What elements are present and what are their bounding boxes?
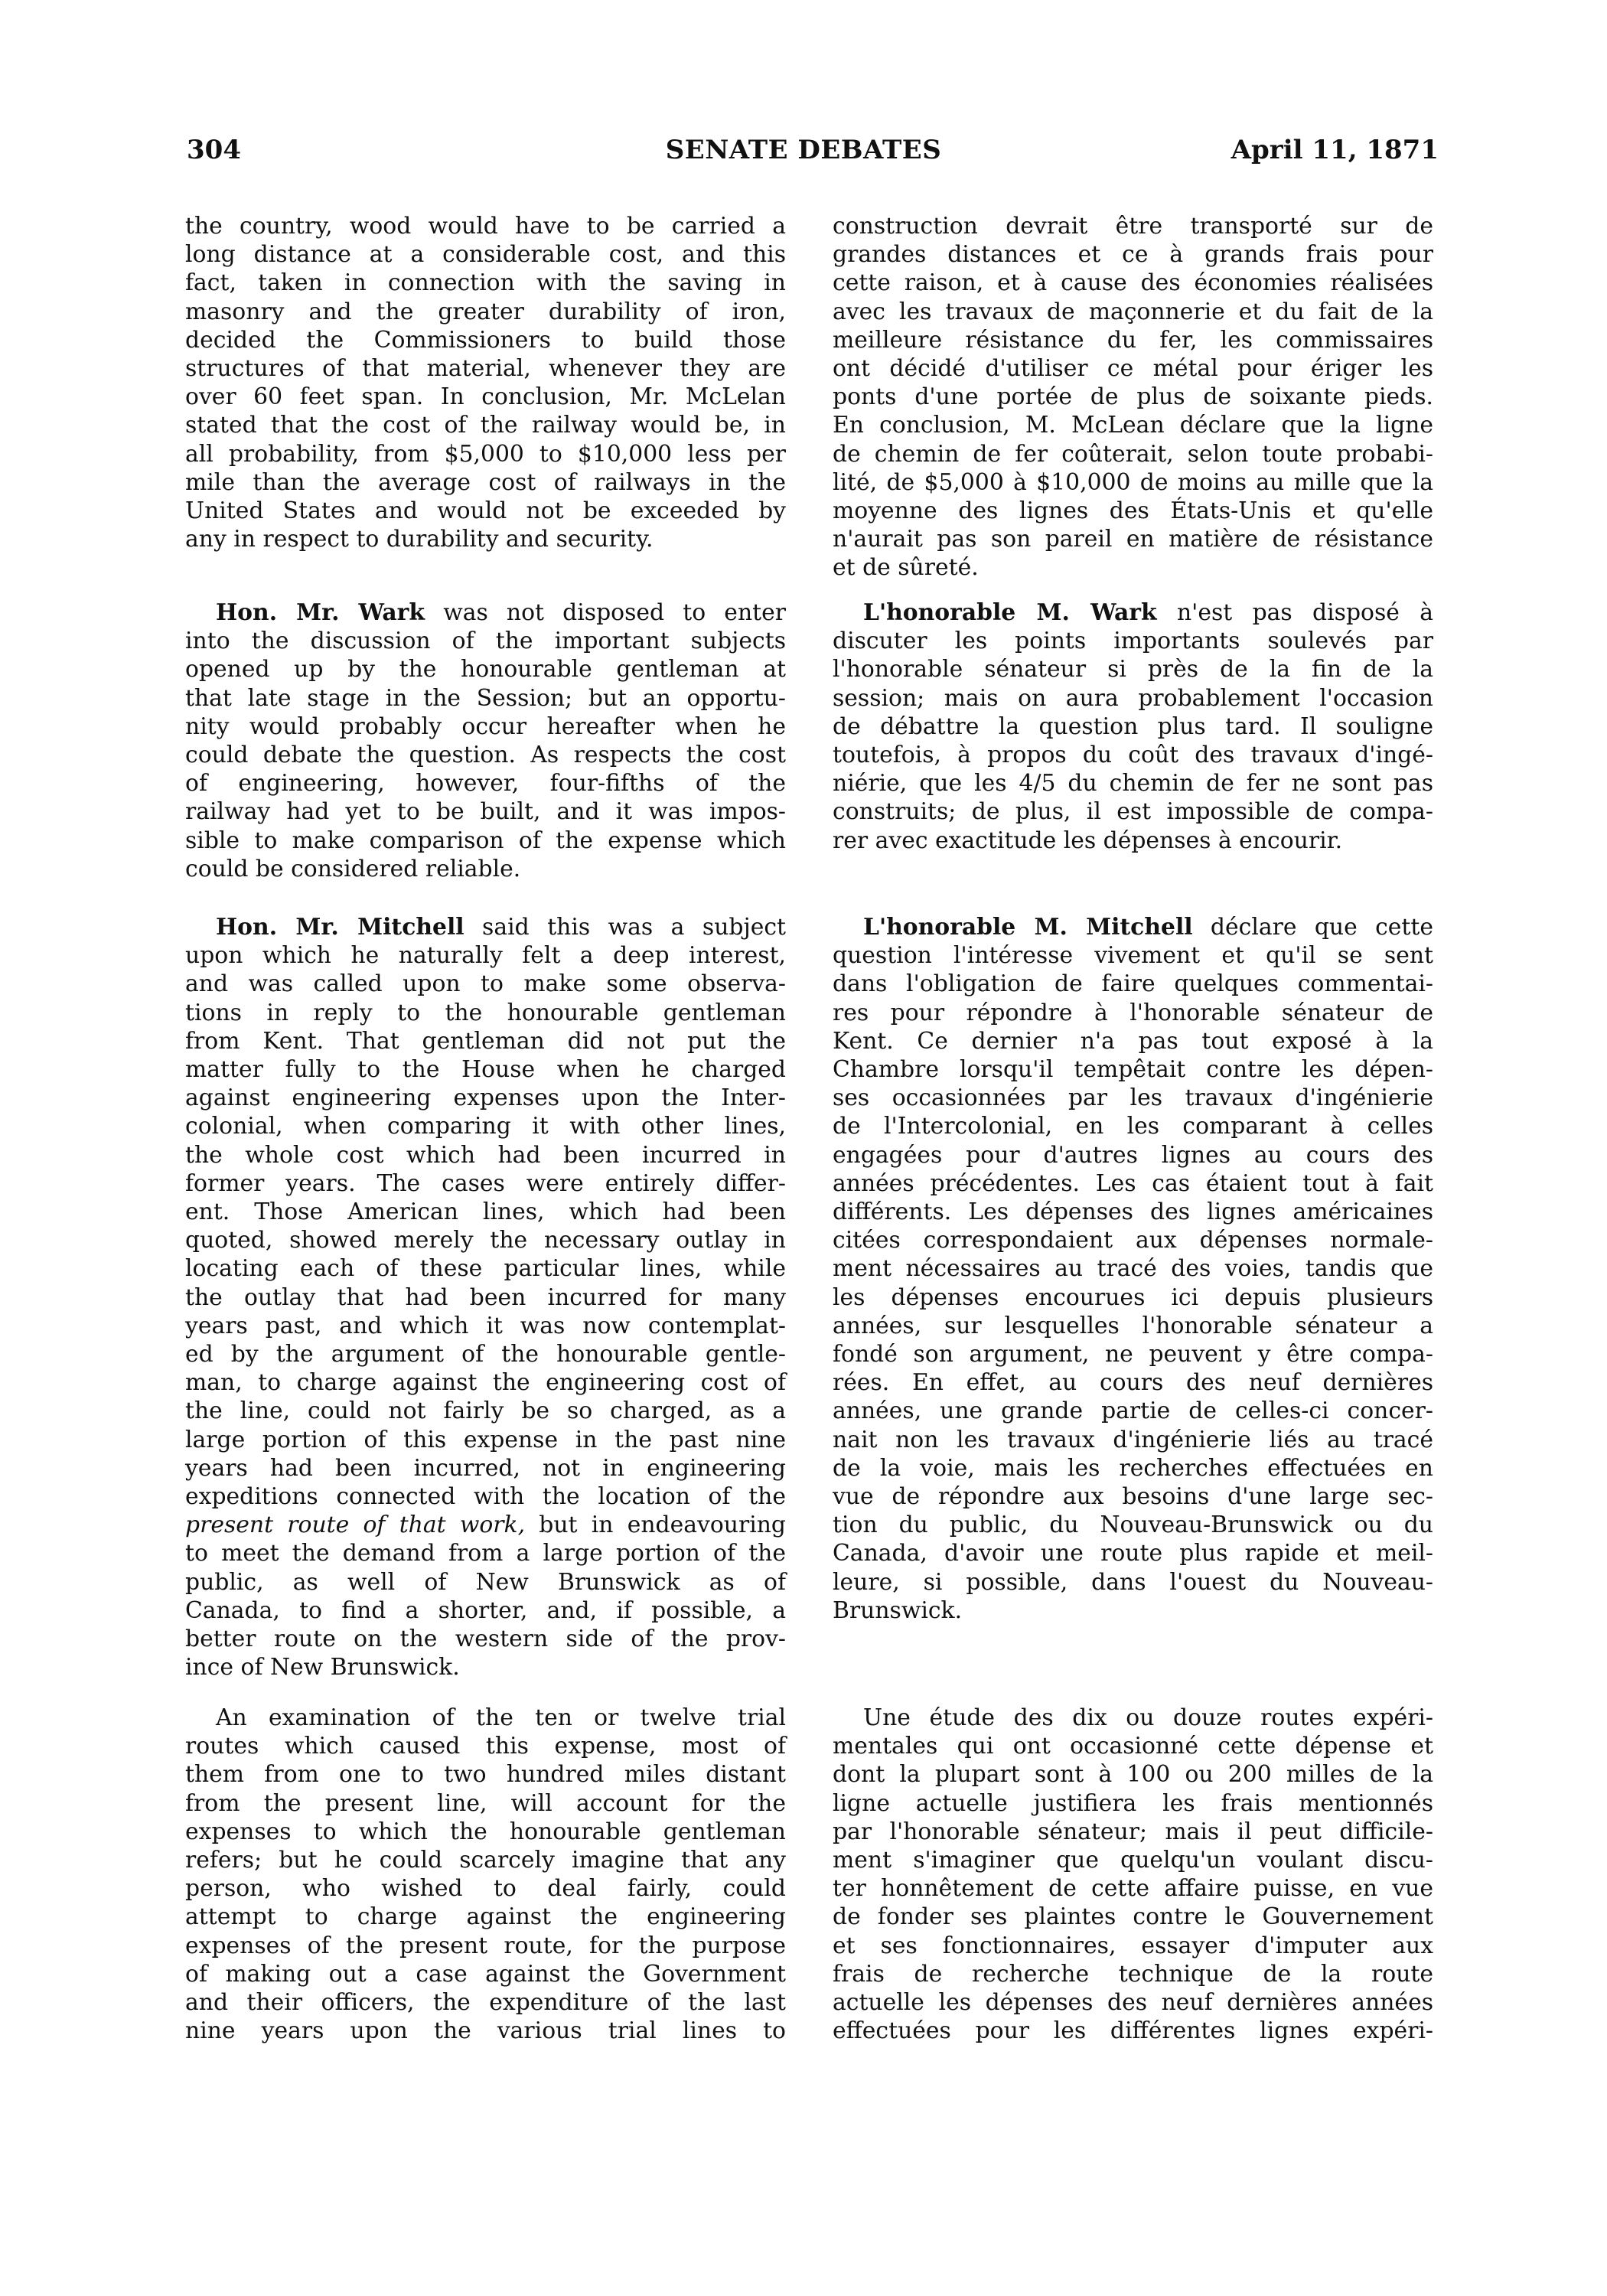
text-line: [833, 1511, 1433, 1539]
line-text: long distance at a considerable cost, and this: [185, 241, 786, 269]
line-text: said this was a subject: [464, 914, 786, 941]
line-text: them from one to two hundred miles distant: [185, 1761, 786, 1789]
text-line: [185, 1704, 786, 1732]
text-line: [185, 1625, 786, 1653]
text-line: [185, 684, 786, 713]
text-line: [833, 468, 1433, 497]
speaker-name: L'honorable M. Mitchell: [863, 914, 1193, 941]
line-text: toutefois, à propos du coût des travaux d'ingé-: [833, 742, 1433, 769]
text-line: [833, 627, 1433, 655]
text-line: [833, 797, 1433, 826]
text-line: [833, 1568, 1433, 1596]
text-line: [185, 655, 786, 683]
line-text: ponts d'une portée de plus de soixante pieds.: [833, 383, 1433, 411]
french-paragraph-1: [833, 212, 1433, 582]
text-line: [833, 1818, 1433, 1846]
text-line: [833, 497, 1433, 525]
line-text: years past, and which it was now contemplat-: [185, 1312, 786, 1339]
line-text: avec les travaux de maçonnerie et du fait de la: [833, 298, 1433, 325]
line-text: mile than the average cost of railways in the: [185, 468, 786, 496]
text-line: [185, 269, 786, 297]
text-line: [833, 1368, 1433, 1397]
text-line: [185, 1198, 786, 1226]
text-line: [833, 1397, 1433, 1425]
line-text: ed by the argument of the honourable gentle-: [185, 1341, 786, 1368]
text-line: [185, 212, 786, 240]
line-text: person, who wished to deal fairly, could: [185, 1875, 786, 1903]
text-line: [833, 298, 1433, 326]
line-text: nait non les travaux d'ingénierie liés au tracé: [833, 1426, 1433, 1453]
line-text: de la voie, mais les recherches effectuées en: [833, 1454, 1433, 1482]
line-text: to meet the demand from a large portion of the: [185, 1540, 786, 1567]
text-line: [833, 269, 1433, 297]
text-line: [185, 1027, 786, 1055]
line-text: ses occasionnées par les travaux d'ingénierie: [833, 1084, 1433, 1112]
text-line: [833, 1539, 1433, 1567]
line-text: mentales qui ont occasionné cette dépense et: [833, 1733, 1433, 1760]
line-text: déclare que cette: [1192, 914, 1433, 941]
line-text: from the present line, will account for the: [185, 1789, 786, 1817]
text-line: [185, 1312, 786, 1340]
line-text: de fonder ses plaintes contre le Gouvernement: [833, 1903, 1433, 1931]
line-text: et de sûreté.: [833, 554, 979, 582]
line-text: of making out a case against the Government: [185, 1960, 786, 1988]
line-text: ligne actuelle justifiera les frais mentionnés: [833, 1789, 1433, 1817]
text-line: [833, 1340, 1433, 1368]
line-text: locating each of these particular lines, while: [185, 1255, 786, 1283]
line-text: actuelle les dépenses des neuf dernières années: [833, 1989, 1433, 2017]
line-text: ment s'imaginer que quelqu'un voulant discu-: [833, 1847, 1433, 1874]
text-line: [833, 1169, 1433, 1198]
line-text: res pour répondre à l'honorable sénateur de: [833, 999, 1433, 1026]
line-text: Brunswick.: [833, 1596, 963, 1624]
text-line: [833, 598, 1433, 627]
line-text: de chemin de fer coûterait, selon toute probabi-: [833, 440, 1433, 468]
line-text: années, une grande partie de celles-ci concer-: [833, 1397, 1433, 1425]
text-line: [185, 1283, 786, 1312]
text-line: [185, 1818, 786, 1846]
line-text: public, as well of New Brunswick as of: [185, 1568, 786, 1596]
line-text: man, to charge against the engineering cost of: [185, 1369, 786, 1397]
text-line: [833, 1596, 1433, 1625]
line-text: Canada, to find a shorter, and, if possible, a: [185, 1596, 786, 1624]
line-text: large portion of this expense in the past nine: [185, 1426, 786, 1453]
text-line: [833, 411, 1433, 439]
text-line: [185, 468, 786, 497]
text-line: [185, 913, 786, 941]
line-text: the line, could not fairly be so charged, as a: [185, 1397, 786, 1425]
line-text: all probability, from $5,000 to $10,000 less per: [185, 440, 786, 468]
text-line: [185, 2017, 786, 2045]
text-line: [185, 1846, 786, 1874]
text-line: [833, 713, 1433, 741]
line-text: frais de recherche technique de la route: [833, 1960, 1433, 1988]
text-line: [185, 1568, 786, 1596]
text-line: [833, 1141, 1433, 1169]
text-line: [833, 1482, 1433, 1511]
text-line: [833, 1055, 1433, 1084]
text-line: [833, 1960, 1433, 1988]
text-line: [833, 1903, 1433, 1931]
text-line: [185, 1874, 786, 1903]
page-title: SENATE DEBATES: [665, 135, 942, 165]
text-line: [185, 1596, 786, 1625]
text-line: [833, 1027, 1433, 1055]
text-line: [185, 1397, 786, 1425]
text-line: [185, 240, 786, 269]
line-text: refers; but he could scarcely imagine that any: [185, 1847, 786, 1874]
text-line: [185, 1169, 786, 1198]
line-text: ter honnêtement de cette affaire puisse, en vue: [833, 1875, 1433, 1903]
line-text: meilleure résistance du fer, les commissaires: [833, 326, 1433, 354]
text-line: [185, 1789, 786, 1818]
text-line: [833, 1283, 1433, 1312]
text-line: [185, 354, 786, 383]
line-text: stated that the cost of the railway would be, in: [185, 412, 786, 439]
text-line: [185, 497, 786, 525]
line-text: ont décidé d'utiliser ce métal pour ériger les: [833, 355, 1433, 383]
line-text: moyenne des lignes des États-Unis et qu'elle: [833, 497, 1433, 525]
text-line: [833, 1112, 1433, 1140]
line-text: vue de répondre aux besoins d'une large sec-: [833, 1483, 1433, 1511]
text-line: [185, 1454, 786, 1482]
text-line: [185, 1055, 786, 1084]
line-text: matter fully to the House when he charged: [185, 1056, 786, 1084]
line-text: tion du public, du Nouveau-Brunswick ou du: [833, 1512, 1433, 1539]
line-text: expenses to which the honourable gentleman: [185, 1818, 786, 1845]
line-text: opened up by the honourable gentleman at: [185, 656, 786, 683]
line-text: United States and would not be exceeded by: [185, 497, 786, 525]
text-line: [833, 913, 1433, 941]
line-text: dont la plupart sont à 100 ou 200 milles de la: [833, 1761, 1433, 1789]
line-text: n'est pas disposé à: [1156, 599, 1433, 626]
text-line: [185, 525, 786, 553]
line-text: ince of New Brunswick.: [185, 1654, 460, 1681]
italic-text: present route of that work,: [185, 1512, 526, 1539]
text-line: [185, 1254, 786, 1283]
text-line: [833, 1846, 1433, 1874]
speaker-name: Hon. Mr. Mitchell: [216, 914, 464, 941]
text-line: [185, 1426, 786, 1454]
line-text: cette raison, et à cause des économies réalisées: [833, 269, 1433, 297]
text-line: [833, 827, 1433, 855]
text-line: [833, 999, 1433, 1027]
text-line: [185, 598, 786, 627]
line-text: tions in reply to the honourable gentleman: [185, 999, 786, 1026]
text-line: [185, 827, 786, 855]
line-text: better route on the western side of the prov-: [185, 1626, 786, 1653]
text-line: [185, 1732, 786, 1760]
text-line: [833, 1198, 1433, 1226]
line-text: of engineering, however, four-fifths of the: [185, 770, 786, 797]
line-text: colonial, when comparing it with other lines,: [185, 1113, 786, 1140]
text-line: [185, 1084, 786, 1112]
english-paragraph-1: [185, 212, 786, 553]
page-header: [0, 135, 1607, 173]
english-paragraph-4: [185, 1704, 786, 2045]
line-text: années précédentes. Les cas étaient tout à fait: [833, 1169, 1433, 1197]
line-text: Kent. Ce dernier n'a pas tout exposé à la: [833, 1027, 1433, 1055]
text-line: [185, 298, 786, 326]
text-line: [185, 741, 786, 769]
text-line: [833, 1732, 1433, 1760]
line-text: les dépenses encourues ici depuis plusieurs: [833, 1283, 1433, 1311]
text-line: [185, 1932, 786, 1960]
line-text: nity would probably occur hereafter when he: [185, 713, 786, 740]
line-text: différents. Les dépenses des lignes américaines: [833, 1199, 1433, 1226]
text-line: [833, 240, 1433, 269]
line-text: Canada, d'avoir une route plus rapide et meil-: [833, 1540, 1433, 1567]
text-line: [185, 326, 786, 354]
line-text: was not disposed to enter: [425, 599, 786, 626]
line-text: masonry and the greater durability of iron,: [185, 298, 786, 325]
line-text: the whole cost which had been incurred in: [185, 1141, 786, 1169]
line-text: railway had yet to be built, and it was impos-: [185, 798, 786, 826]
line-text: lité, de $5,000 à $10,000 de moins au mille que la: [833, 468, 1433, 496]
text-line: [185, 1960, 786, 1988]
text-line: [833, 1760, 1433, 1789]
line-text: upon which he naturally felt a deep interest,: [185, 942, 786, 970]
text-line: [833, 1932, 1433, 1960]
line-text: grandes distances et ce à grands frais pour: [833, 241, 1433, 269]
line-text: expeditions connected with the location of the: [185, 1483, 786, 1511]
line-text: leure, si possible, dans l'ouest du Nouveau-: [833, 1568, 1433, 1596]
line-text: question l'intéresse vivement et qu'il se sent: [833, 942, 1433, 970]
text-line: [185, 1539, 786, 1567]
line-text: and was called upon to make some observa-: [185, 970, 786, 998]
line-text: attempt to charge against the engineering: [185, 1903, 786, 1931]
text-line: [185, 1988, 786, 2017]
line-text: En conclusion, M. McLean déclare que la ligne: [833, 412, 1433, 439]
line-text: structures of that material, whenever they are: [185, 355, 786, 383]
text-line: [185, 855, 786, 883]
line-text: against engineering expenses upon the Inter-: [185, 1084, 786, 1112]
line-text: engagées pour d'autres lignes au cours des: [833, 1141, 1433, 1169]
text-line: [833, 440, 1433, 468]
line-text: rer avec exactitude les dépenses à encourir.: [833, 827, 1343, 854]
line-text: et ses fonctionnaires, essayer d'imputer aux: [833, 1932, 1433, 1959]
text-line: [185, 627, 786, 655]
text-line: [185, 1141, 786, 1169]
line-text: could debate the question. As respects the cost: [185, 742, 786, 769]
line-text: routes which caused this expense, most of: [185, 1733, 786, 1760]
text-line: [185, 1482, 786, 1511]
line-text: ment nécessaires au tracé des voies, tandis que: [833, 1255, 1433, 1283]
line-text: into the discussion of the important subjects: [185, 628, 786, 655]
line-text: Chambre lorsqu'il tempêtait contre les dépen-: [833, 1056, 1433, 1084]
line-text: dans l'obligation de faire quelques commentai-: [833, 970, 1433, 998]
line-text: années, sur lesquelles l'honorable sénateur a: [833, 1312, 1433, 1339]
line-text: from Kent. That gentleman did not put the: [185, 1027, 786, 1055]
text-line: [833, 655, 1433, 683]
line-text: n'aurait pas son pareil en matière de résistance: [833, 526, 1433, 553]
text-line: [185, 1226, 786, 1254]
text-line: [185, 1511, 786, 1539]
text-line: [185, 797, 786, 826]
text-line: [833, 383, 1433, 411]
text-line: [833, 1704, 1433, 1732]
text-line: [833, 212, 1433, 240]
line-text: effectuées pour les différentes lignes expéri-: [833, 2017, 1433, 2045]
text-line: [833, 1789, 1433, 1818]
text-line: [833, 769, 1433, 797]
text-line: [833, 1084, 1433, 1112]
line-text: construction devrait être transporté sur de: [833, 213, 1433, 240]
french-paragraph-2-wark: [833, 598, 1433, 855]
text-line: [185, 941, 786, 970]
line-text: sible to make comparison of the expense which: [185, 827, 786, 854]
text-line: [833, 970, 1433, 998]
text-line: [833, 2017, 1433, 2045]
line-text: niérie, que les 4/5 du chemin de fer ne sont pas: [833, 770, 1433, 797]
line-text: expenses of the present route, for the purpose: [185, 1932, 786, 1959]
french-paragraph-3-mitchell: [833, 913, 1433, 1625]
line-text: citées correspondaient aux dépenses normale-: [833, 1227, 1433, 1254]
line-text: par l'honorable sénateur; mais il peut difficile-: [833, 1818, 1433, 1845]
french-paragraph-4: [833, 1704, 1433, 2045]
line-text: l'honorable sénateur si près de la fin de la: [833, 656, 1433, 683]
speaker-name: Hon. Mr. Wark: [216, 599, 425, 626]
text-line: [833, 741, 1433, 769]
line-text: construits; de plus, il est impossible de compa-: [833, 798, 1433, 826]
page-number: 304: [187, 135, 241, 165]
line-text: ent. Those American lines, which had been: [185, 1199, 786, 1226]
text-line: [833, 354, 1433, 383]
text-line: [185, 1760, 786, 1789]
text-line: [185, 440, 786, 468]
line-text: any in respect to durability and security.: [185, 526, 654, 553]
speaker-name: L'honorable M. Wark: [863, 599, 1157, 626]
text-line: [185, 713, 786, 741]
line-text: nine years upon the various trial lines to: [185, 2017, 786, 2045]
line-text: could be considered reliable.: [185, 855, 521, 882]
text-line: [185, 769, 786, 797]
text-line: [185, 1368, 786, 1397]
text-line: [833, 1312, 1433, 1340]
text-line: [833, 553, 1433, 582]
text-line: [833, 1226, 1433, 1254]
line-text: An examination of the ten or twelve trial: [216, 1704, 786, 1731]
line-text: years had been incurred, not in engineering: [185, 1454, 786, 1482]
text-line: [185, 1340, 786, 1368]
text-line: [833, 326, 1433, 354]
line-text: the country, wood would have to be carried a: [185, 213, 786, 240]
text-line: [833, 525, 1433, 553]
line-text: discuter les points importants soulevés par: [833, 628, 1433, 655]
text-line: [185, 970, 786, 998]
line-text: fondé son argument, ne peuvent y être compa-: [833, 1341, 1433, 1368]
english-paragraph-3-mitchell: [185, 913, 786, 1681]
line-text: the outlay that had been incurred for many: [185, 1283, 786, 1311]
text-line: [185, 1903, 786, 1931]
line-text: but in endeavouring: [525, 1512, 787, 1539]
line-text: fact, taken in connection with the saving in: [185, 269, 786, 297]
line-text: over 60 feet span. In conclusion, Mr. McLelan: [185, 383, 786, 411]
text-line: [833, 1426, 1433, 1454]
text-line: [185, 383, 786, 411]
line-text: Une étude des dix ou douze routes expéri-: [863, 1704, 1433, 1731]
text-line: [833, 1254, 1433, 1283]
line-text: de débattre la question plus tard. Il souligne: [833, 713, 1433, 740]
text-line: [833, 684, 1433, 713]
line-text: de l'Intercolonial, en les comparant à celles: [833, 1113, 1433, 1140]
text-line: [185, 1112, 786, 1140]
text-line: [833, 941, 1433, 970]
line-text: decided the Commissioners to build those: [185, 326, 786, 354]
page-date: April 11, 1871: [1231, 135, 1439, 165]
english-paragraph-2-wark: [185, 598, 786, 883]
line-text: and their officers, the expenditure of the last: [185, 1989, 786, 2017]
text-line: [185, 999, 786, 1027]
line-text: that late stage in the Session; but an opportu-: [185, 684, 786, 712]
line-text: rées. En effet, au cours des neuf dernières: [833, 1369, 1433, 1397]
text-line: [833, 1874, 1433, 1903]
text-line: [185, 411, 786, 439]
text-line: [833, 1454, 1433, 1482]
line-text: quoted, showed merely the necessary outlay in: [185, 1227, 786, 1254]
line-text: session; mais on aura probablement l'occasion: [833, 684, 1433, 712]
line-text: former years. The cases were entirely differ-: [185, 1169, 786, 1197]
text-line: [833, 1988, 1433, 2017]
text-line: [185, 1653, 786, 1681]
